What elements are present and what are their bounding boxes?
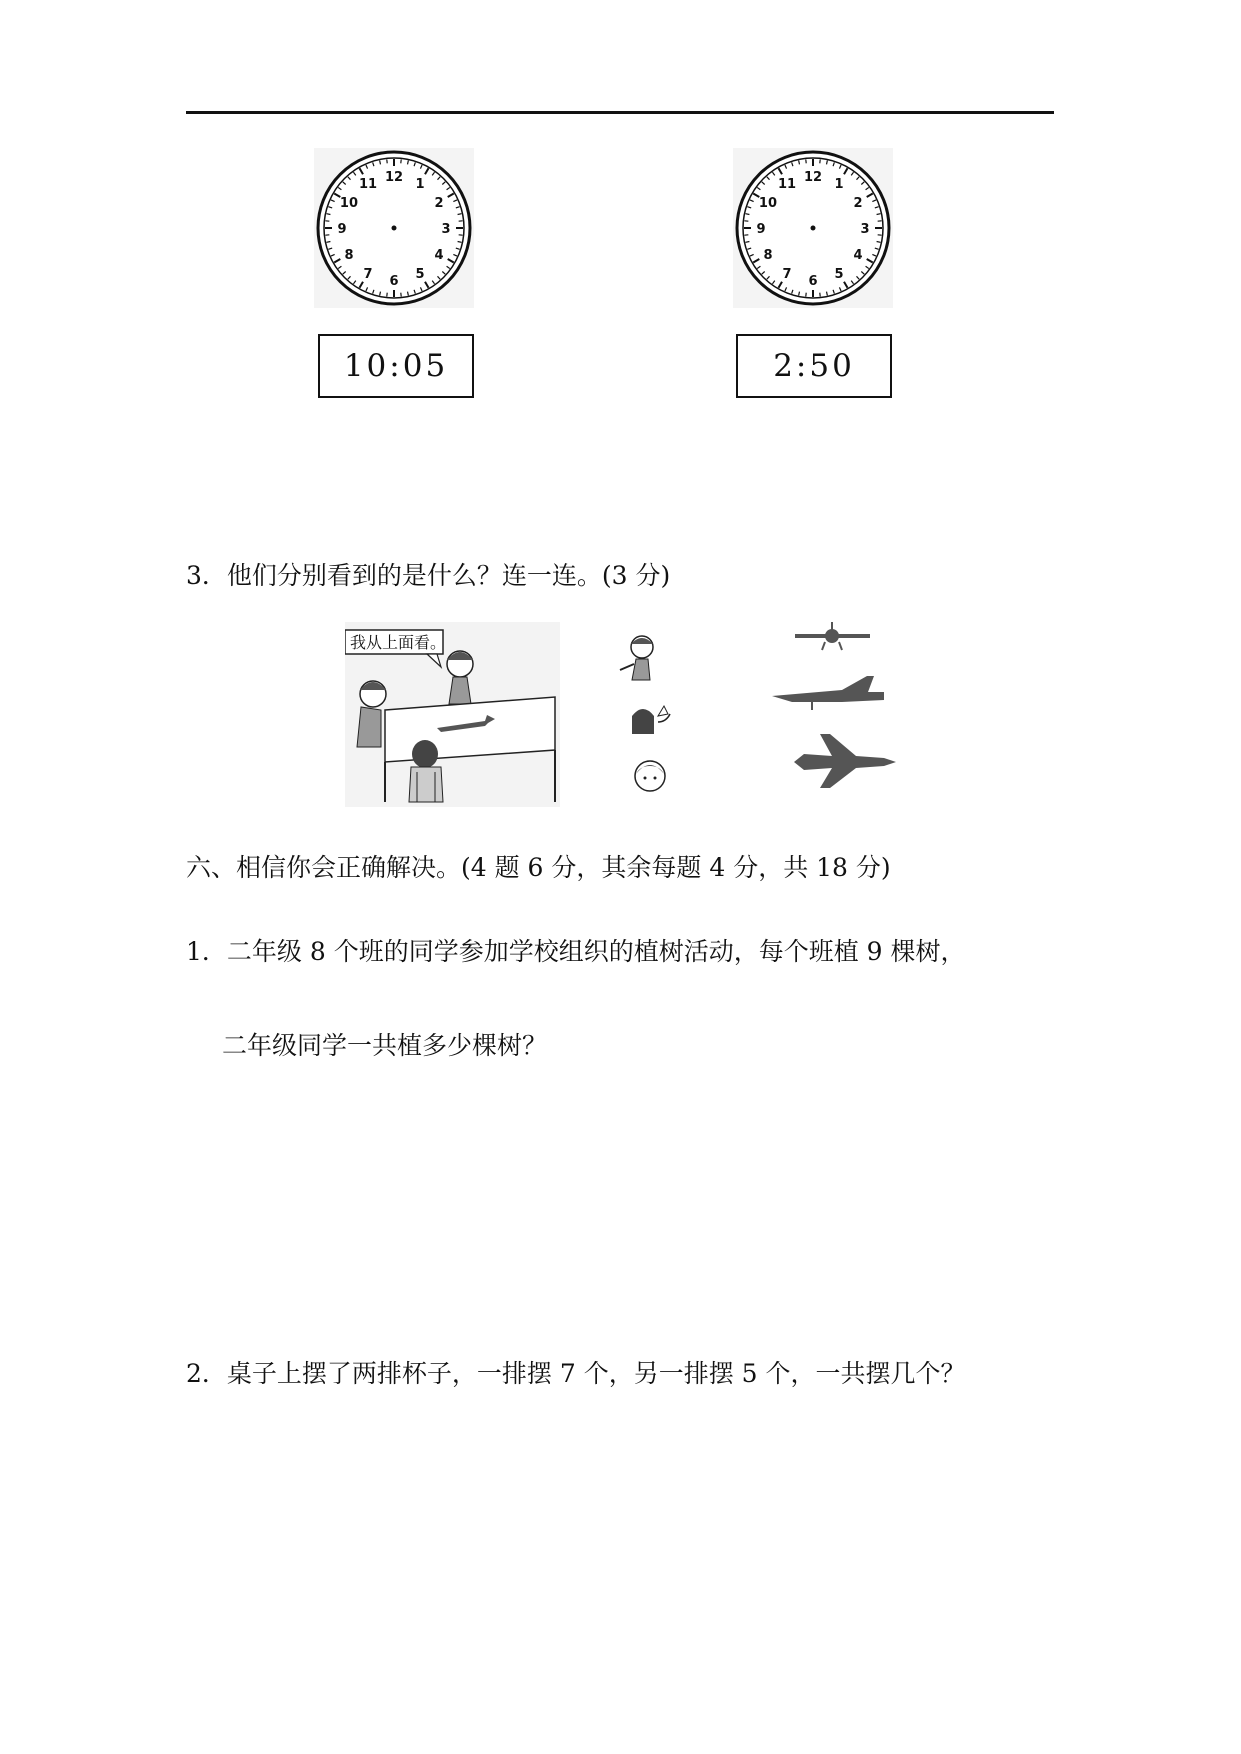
plane-side-view — [772, 672, 884, 712]
clock-number: 2 — [853, 196, 863, 211]
problem-1-line1: 1．二年级 8 个班的同学参加学校组织的植树活动，每个班植 9 棵树， — [186, 937, 966, 966]
clock-face-right — [733, 148, 893, 308]
clock-number: 10 — [339, 196, 359, 211]
clock-number: 6 — [808, 274, 818, 289]
speech-bubble-text: 我从上面看。 — [350, 633, 447, 652]
problem-1-line2: 二年级同学一共植多少棵树？ — [222, 1031, 548, 1060]
clock-number: 11 — [358, 176, 378, 192]
view-girl-back — [628, 700, 678, 740]
girl-back — [412, 740, 438, 768]
clock-number: 7 — [363, 267, 373, 283]
clock-number: 10 — [758, 196, 778, 211]
plane-front-view — [795, 620, 870, 652]
clock-face-left — [314, 148, 474, 308]
clock-number: 7 — [782, 267, 792, 283]
plane-top-view — [792, 732, 896, 790]
clock-number: 12 — [803, 170, 823, 185]
clock-number: 6 — [389, 274, 399, 289]
view-girl-front — [628, 754, 672, 798]
clock-number: 5 — [834, 267, 844, 283]
clock-number: 1 — [834, 176, 844, 192]
clock-number: 4 — [853, 248, 863, 263]
section-6-title: 六、相信你会正确解决。(4 题 6 分，其余每题 4 分，共 18 分) — [186, 853, 891, 882]
clock-number: 1 — [415, 176, 425, 192]
time-box-right: 2:50 — [736, 334, 892, 398]
clock-number: 4 — [434, 248, 444, 263]
problem-2-text: 2．桌子上摆了两排杯子，一排摆 7 个，另一排摆 5 个，一共摆几个？ — [186, 1359, 966, 1388]
view-girl-side — [612, 632, 672, 682]
clock-number: 8 — [763, 248, 773, 263]
clock-number: 3 — [860, 222, 870, 237]
clock-number: 9 — [337, 222, 347, 237]
scene-illustration — [345, 622, 560, 807]
clock-number: 11 — [777, 176, 797, 192]
question-3-text: 3．他们分别看到的是什么？连一连。(3 分) — [186, 561, 671, 590]
clock-number: 12 — [384, 170, 404, 185]
top-rule — [186, 111, 1054, 114]
clock-number: 2 — [434, 196, 444, 211]
clock-number: 8 — [344, 248, 354, 263]
clock-number: 5 — [415, 267, 425, 283]
time-box-left: 10:05 — [318, 334, 474, 398]
clock-number: 9 — [756, 222, 766, 237]
clock-number: 3 — [441, 222, 451, 237]
